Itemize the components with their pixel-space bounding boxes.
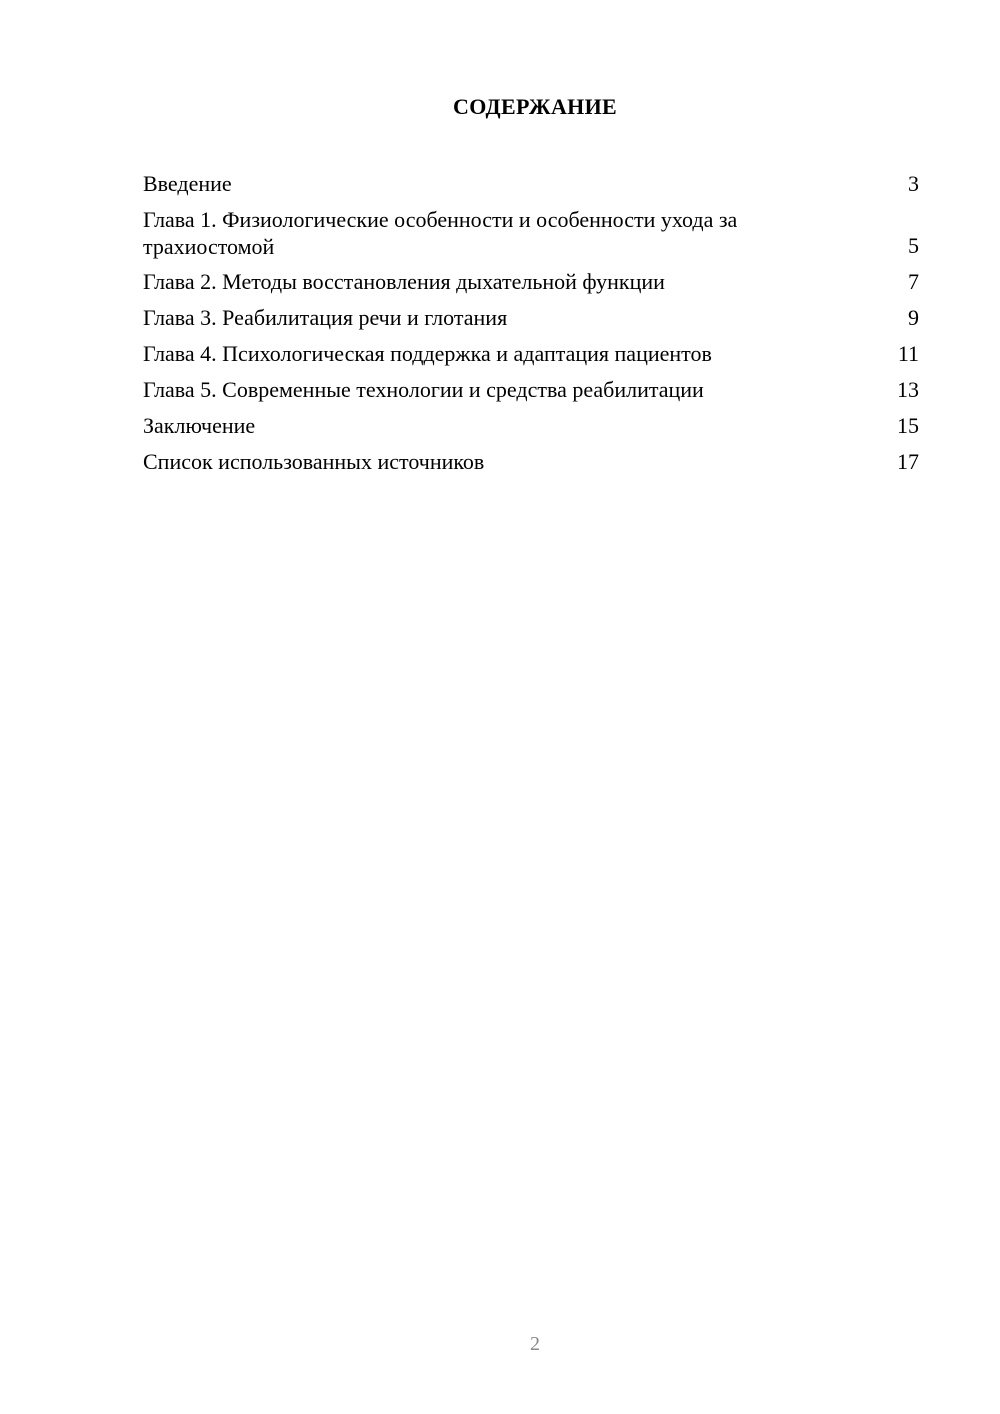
toc-entry-title: Глава 2. Методы восстановления дыхательной функции xyxy=(143,269,665,294)
toc-entry-title: Заключение xyxy=(143,413,256,438)
toc-entry-title: Введение xyxy=(143,171,232,196)
toc-entry-title: Список использованных источников xyxy=(143,449,485,474)
toc-entry xyxy=(143,412,919,440)
toc-entry-page: 15 xyxy=(897,413,919,438)
toc-entry-title: Глава 4. Психологическая поддержка и адаптация пациентов xyxy=(143,341,712,366)
table-of-contents xyxy=(143,170,919,484)
toc-entry-page: 17 xyxy=(897,449,919,474)
page-number: 2 xyxy=(530,1333,540,1355)
page-title: СОДЕРЖАНИЕ xyxy=(453,94,617,119)
toc-entry xyxy=(143,268,919,296)
toc-entry-page: 3 xyxy=(908,171,919,196)
toc-entry-page: 7 xyxy=(908,269,919,294)
toc-entry xyxy=(143,304,919,332)
toc-entry xyxy=(143,376,919,404)
toc-entry-page: 5 xyxy=(908,233,919,258)
toc-entry xyxy=(143,340,919,368)
toc-entry xyxy=(143,448,919,476)
toc-entry-title: Глава 1. Физиологические особенности и особенности ухода за трахиостомой xyxy=(143,207,738,259)
toc-entry-title: Глава 5. Современные технологии и средства реабилитации xyxy=(143,377,704,402)
toc-entry-title: Глава 3. Реабилитация речи и глотания xyxy=(143,305,508,330)
toc-entry xyxy=(143,170,919,198)
toc-entry xyxy=(143,206,919,260)
toc-entry-page: 11 xyxy=(897,341,919,366)
toc-entry-page: 9 xyxy=(908,305,919,330)
toc-entry-page: 13 xyxy=(897,377,919,402)
